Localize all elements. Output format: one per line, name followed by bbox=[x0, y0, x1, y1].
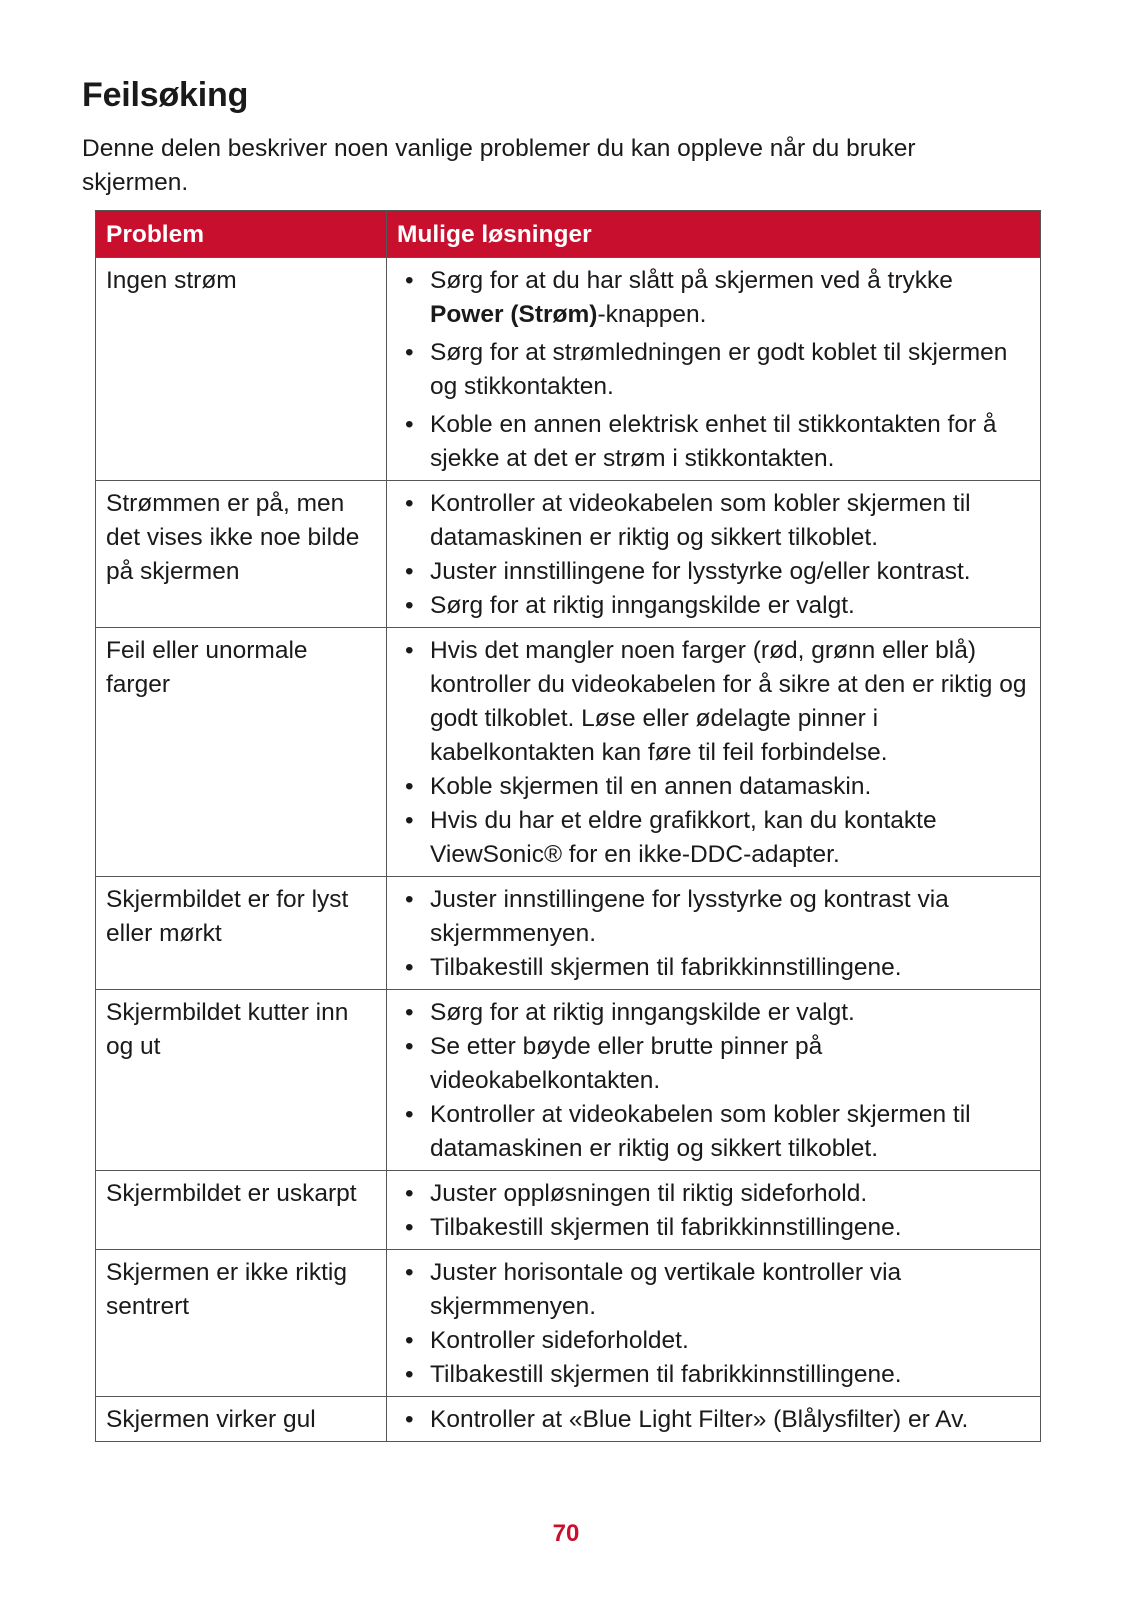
solution-item bbox=[397, 1098, 1030, 1166]
bullet-icon: • bbox=[405, 954, 414, 981]
solution-text: Juster innstillingene for lysstyrke og kontrast via skjermmenyen. bbox=[430, 886, 949, 947]
solution-item bbox=[397, 1211, 1030, 1245]
table-row bbox=[96, 877, 1041, 990]
solution-list bbox=[397, 1403, 1030, 1437]
problem-cell: Skjermen virker gul bbox=[96, 1397, 387, 1442]
solution-item bbox=[397, 336, 1030, 404]
solutions-cell bbox=[387, 1397, 1041, 1442]
problem-cell: Ingen strøm bbox=[96, 258, 387, 481]
problem-cell: Skjermbildet er uskarpt bbox=[96, 1171, 387, 1250]
solution-item bbox=[397, 555, 1030, 589]
solutions-cell bbox=[387, 1250, 1041, 1397]
solution-list bbox=[397, 264, 1030, 476]
solution-bold-text: Power (Strøm) bbox=[430, 301, 598, 328]
table-row bbox=[96, 258, 1041, 481]
solution-item bbox=[397, 264, 1030, 332]
solution-text: Se etter bøyde eller brutte pinner på videokabelkontakten. bbox=[430, 1033, 823, 1094]
solution-text: Kontroller at «Blue Light Filter» (Blålysfilter) er Av. bbox=[430, 1406, 969, 1433]
solution-item bbox=[397, 1177, 1030, 1211]
header-problem: Problem bbox=[96, 211, 387, 258]
solution-text: Sørg for at riktig inngangskilde er valgt. bbox=[430, 592, 855, 619]
solution-text: Kontroller at videokabelen som kobler skjermen til datamaskinen er riktig og sikkert tilkoblet. bbox=[430, 1101, 971, 1162]
solution-text: Sørg for at strømledningen er godt koblet til skjermen og stikkontakten. bbox=[430, 339, 1008, 400]
bullet-icon: • bbox=[405, 1033, 414, 1060]
solutions-cell bbox=[387, 877, 1041, 990]
solution-item bbox=[397, 1403, 1030, 1437]
table-row bbox=[96, 1171, 1041, 1250]
bullet-icon: • bbox=[405, 267, 414, 294]
solution-text: Kontroller sideforholdet. bbox=[430, 1327, 689, 1354]
problem-cell: Skjermbildet kutter inn og ut bbox=[96, 990, 387, 1171]
solution-text: Hvis du har et eldre grafikkort, kan du kontakte ViewSonic® for en ikke-DDC-adapter. bbox=[430, 807, 937, 868]
bullet-icon: • bbox=[405, 558, 414, 585]
solution-text: Sørg for at riktig inngangskilde er valgt. bbox=[430, 999, 855, 1026]
solutions-cell bbox=[387, 258, 1041, 481]
solution-text: Tilbakestill skjermen til fabrikkinnstillingene. bbox=[430, 1361, 902, 1388]
intro-paragraph: Denne delen beskriver noen vanlige problemer du kan oppleve når du bruker skjermen. bbox=[82, 135, 916, 196]
solution-text: Hvis det mangler noen farger (rød, grønn eller blå) kontroller du videokabelen for å sikre at den er riktig og godt tilkoblet. Løse eller ødelagte pinner i kabelkontakten kan føre til feil forbindelse. bbox=[430, 637, 1027, 766]
solution-item bbox=[397, 996, 1030, 1030]
solution-list bbox=[397, 1256, 1030, 1392]
problem-cell: Feil eller unormale farger bbox=[96, 628, 387, 877]
table-body bbox=[96, 258, 1041, 1442]
header-solutions: Mulige løsninger bbox=[387, 211, 1041, 258]
solution-item bbox=[397, 951, 1030, 985]
bullet-icon: • bbox=[405, 637, 414, 664]
problem-cell: Strømmen er på, men det vises ikke noe bilde på skjermen bbox=[96, 481, 387, 628]
solution-text: Tilbakestill skjermen til fabrikkinnstillingene. bbox=[430, 1214, 902, 1241]
table-row bbox=[96, 628, 1041, 877]
bullet-icon: • bbox=[405, 807, 414, 834]
solution-item bbox=[397, 589, 1030, 623]
bullet-icon: • bbox=[405, 1101, 414, 1128]
solution-item bbox=[397, 770, 1030, 804]
table-row bbox=[96, 1250, 1041, 1397]
bullet-icon: • bbox=[405, 411, 414, 438]
solutions-cell bbox=[387, 481, 1041, 628]
solutions-cell bbox=[387, 628, 1041, 877]
solution-item bbox=[397, 1256, 1030, 1324]
solution-text: Sørg for at du har slått på skjermen ved å trykke bbox=[430, 267, 953, 294]
solution-item bbox=[397, 634, 1030, 770]
problem-cell: Skjermbildet er for lyst eller mørkt bbox=[96, 877, 387, 990]
bullet-icon: • bbox=[405, 339, 414, 366]
bullet-icon: • bbox=[405, 1327, 414, 1354]
bullet-icon: • bbox=[405, 592, 414, 619]
solution-item bbox=[397, 883, 1030, 951]
solution-list bbox=[397, 996, 1030, 1166]
bullet-icon: • bbox=[405, 886, 414, 913]
bullet-icon: • bbox=[405, 999, 414, 1026]
page-number: 70 bbox=[552, 1520, 580, 1547]
solution-list bbox=[397, 487, 1030, 623]
solution-text: Juster innstillingene for lysstyrke og/eller kontrast. bbox=[430, 558, 971, 585]
solution-text: Kontroller at videokabelen som kobler skjermen til datamaskinen er riktig og sikkert tilkoblet. bbox=[430, 490, 971, 551]
solution-text: Tilbakestill skjermen til fabrikkinnstillingene. bbox=[430, 954, 902, 981]
bullet-icon: • bbox=[405, 1214, 414, 1241]
bullet-icon: • bbox=[405, 1259, 414, 1286]
solution-text: Koble skjermen til en annen datamaskin. bbox=[430, 773, 872, 800]
solutions-cell bbox=[387, 1171, 1041, 1250]
bullet-icon: • bbox=[405, 490, 414, 517]
solution-list bbox=[397, 634, 1030, 872]
table-header-row bbox=[96, 211, 1041, 258]
page-title: Feilsøking bbox=[82, 76, 249, 114]
solution-item bbox=[397, 1030, 1030, 1098]
solution-text: Koble en annen elektrisk enhet til stikkontakten for å sjekke at det er strøm i stikkontakten. bbox=[430, 411, 997, 472]
solution-text-after: -knappen. bbox=[597, 301, 707, 328]
solution-list bbox=[397, 1177, 1030, 1245]
solution-list bbox=[397, 883, 1030, 985]
bullet-icon: • bbox=[405, 773, 414, 800]
solution-text: Juster horisontale og vertikale kontroller via skjermmenyen. bbox=[430, 1259, 902, 1320]
solution-item bbox=[397, 1358, 1030, 1392]
solutions-cell bbox=[387, 990, 1041, 1171]
table-row bbox=[96, 481, 1041, 628]
problem-cell: Skjermen er ikke riktig sentrert bbox=[96, 1250, 387, 1397]
troubleshooting-table bbox=[95, 210, 1041, 1442]
bullet-icon: • bbox=[405, 1406, 414, 1433]
table-row bbox=[96, 1397, 1041, 1442]
solution-item bbox=[397, 487, 1030, 555]
bullet-icon: • bbox=[405, 1361, 414, 1388]
table-row bbox=[96, 990, 1041, 1171]
solution-text: Juster oppløsningen til riktig sideforhold. bbox=[430, 1180, 868, 1207]
solution-item bbox=[397, 804, 1030, 872]
solution-item bbox=[397, 1324, 1030, 1358]
solution-item bbox=[397, 408, 1030, 476]
bullet-icon: • bbox=[405, 1180, 414, 1207]
